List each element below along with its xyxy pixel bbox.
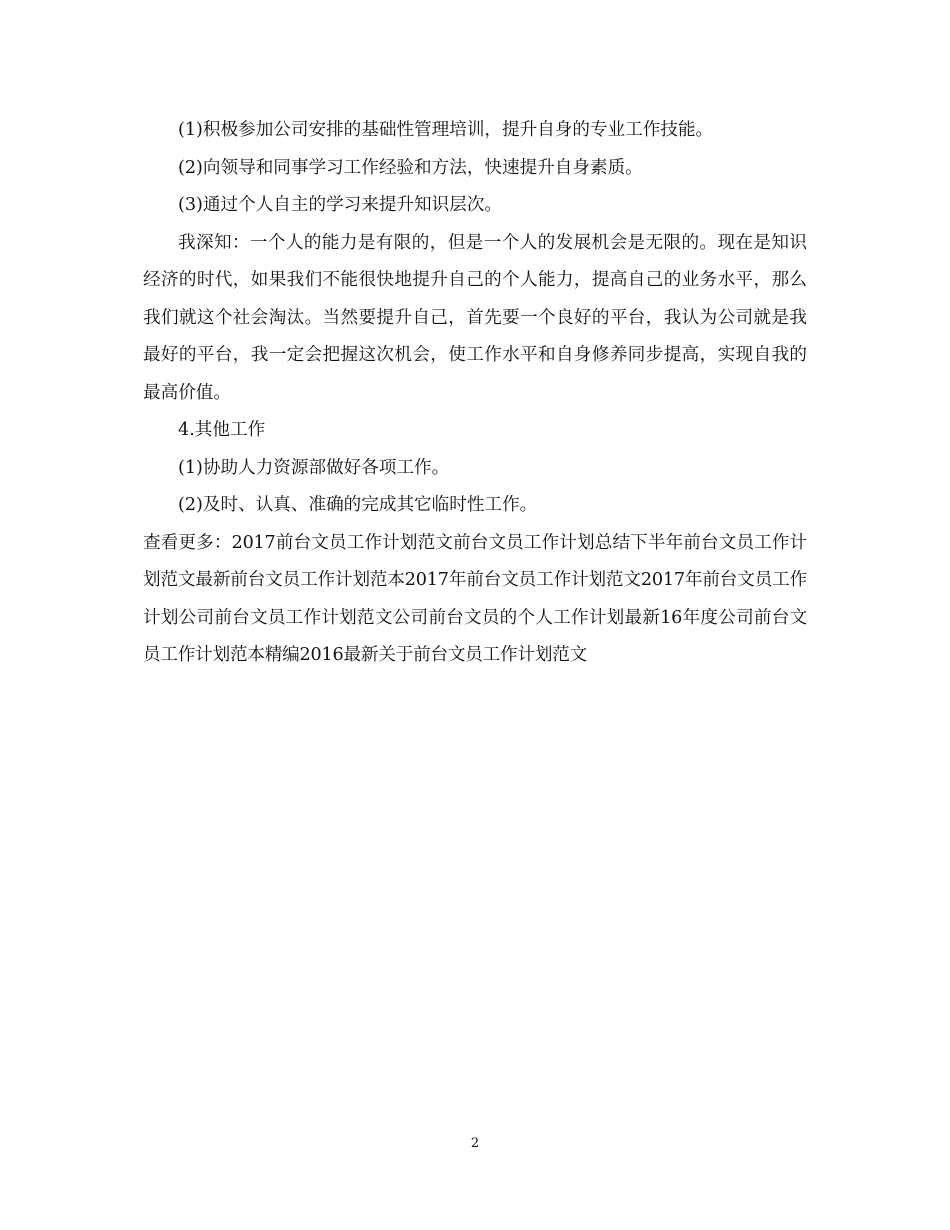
paragraph-assist-hr: (1)协助人力资源部做好各项工作。 xyxy=(178,457,450,478)
paragraph-training: (1)积极参加公司安排的基础性管理培训，提升自身的专业工作技能。 xyxy=(178,120,714,140)
paragraph-temporary-tasks: (2)及时、认真、准确的完成其它临时性工作。 xyxy=(178,495,538,515)
see-more-links: 查看更多：2017前台文员工作计划范文前台文员工作计划总结下半年前台文员工作计划范文最新前台文员工作计划范本2017年前台文员工作计划范文2017年前台文员工作计划公司前台文员工作计划范文公司前台文员的个人工作计划最新16年度公司前台文员工作计划范本精编2016最新关于前台文员工作计划范文 xyxy=(143,532,807,665)
page-number: 2 xyxy=(470,1136,480,1151)
paragraph-self-study: (3)通过个人自主的学习来提升知识层次。 xyxy=(178,195,503,215)
document-body xyxy=(143,112,807,675)
paragraph-learn-from-colleagues: (2)向领导和同事学习工作经验和方法，快速提升自身素质。 xyxy=(178,157,643,178)
paragraph-reflection: 我深知：一个人的能力是有限的，但是一个人的发展机会是无限的。现在是知识经济的时代，如果我们不能很快地提升自己的个人能力，提高自己的业务水平，那么我们就这个社会淘汰。当然要提升自己，首先要一个良好的平台，我认为公司就是我最好的平台，我一定会把握这次机会，使工作水平和自身修养同步提高，实现自我的最高价值。 xyxy=(143,232,807,403)
section-heading-other-work: 4.其他工作 xyxy=(178,420,266,440)
